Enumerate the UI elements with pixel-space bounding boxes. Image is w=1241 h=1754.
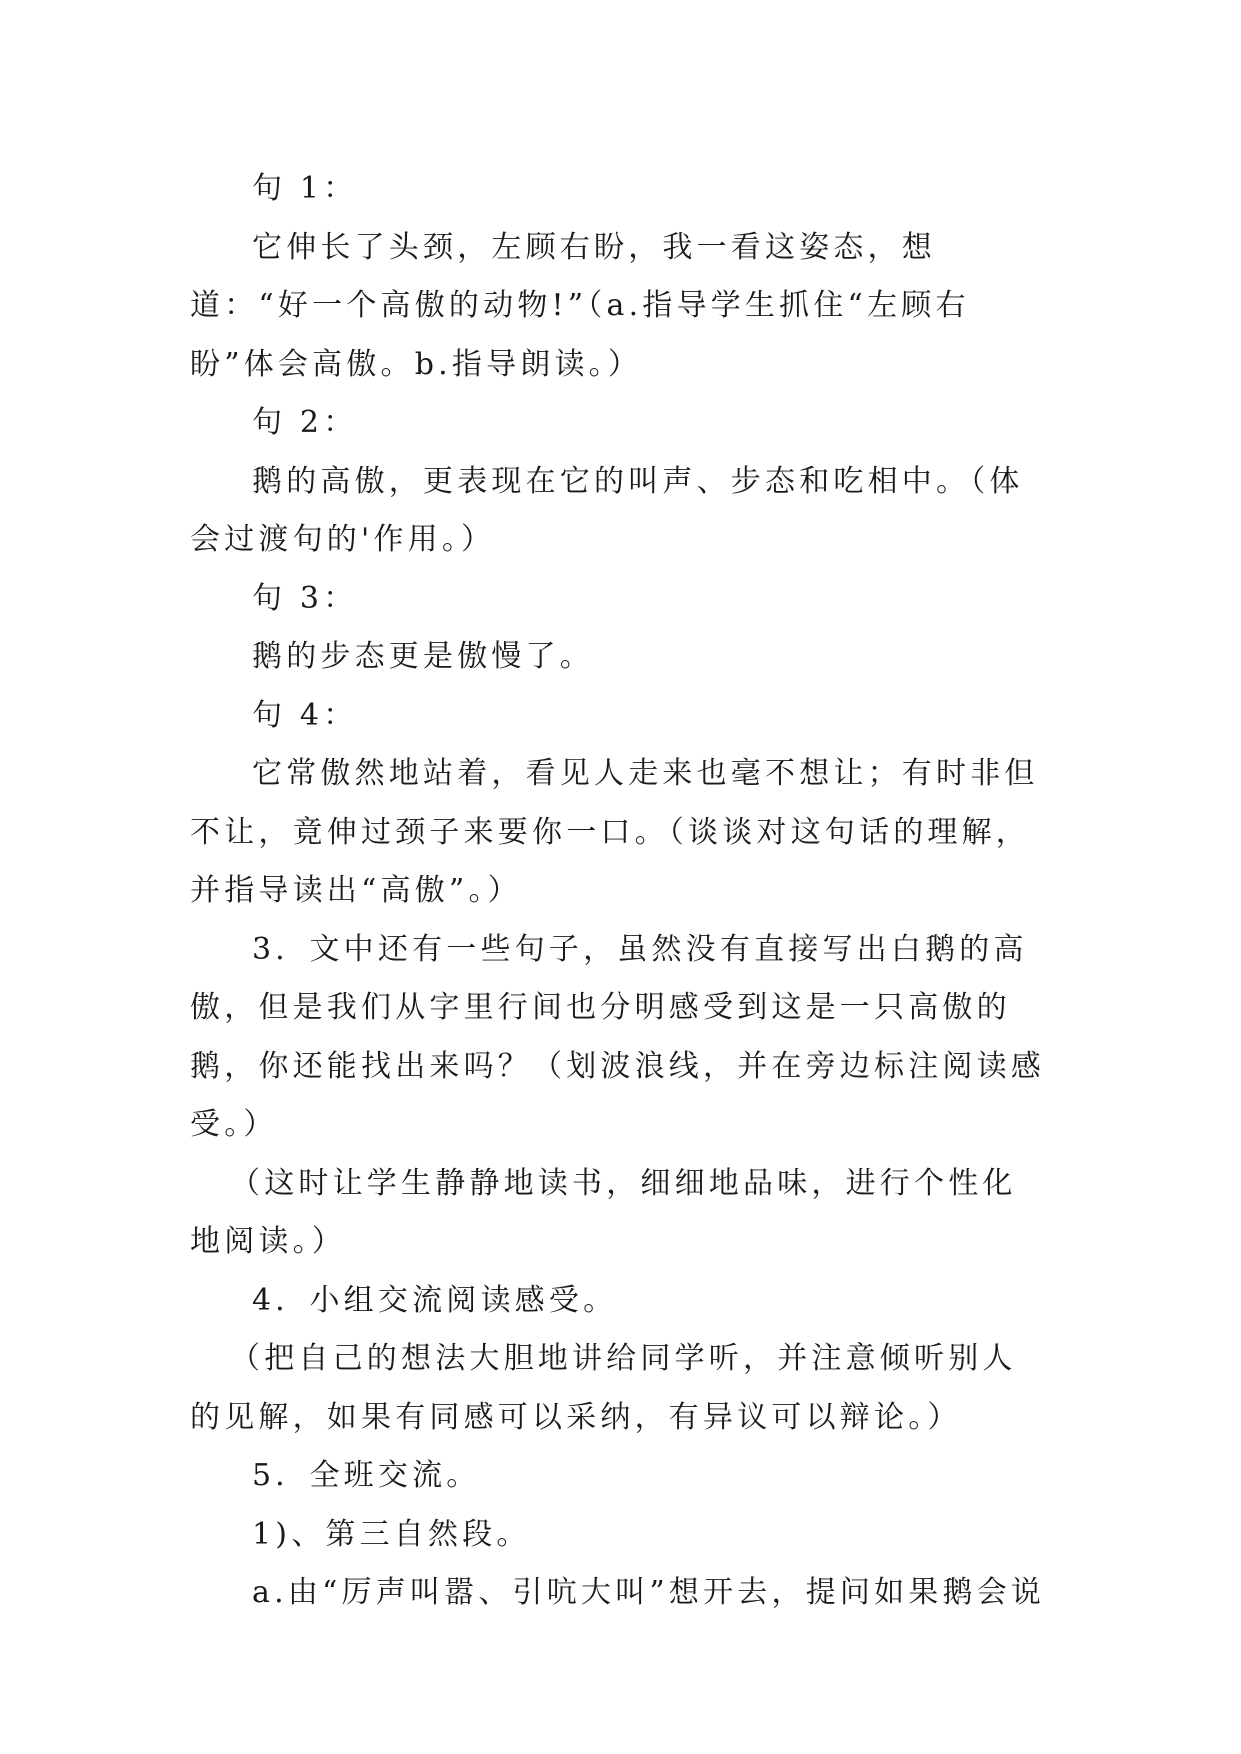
paragraph-sentence-3-text: 鹅的步态更是傲慢了。: [252, 639, 594, 674]
paragraph-step-4-note: （把自己的想法大胆地讲给同学听，并注意倾听别人的见解，如果有同感可以采纳，有异议可以辩论。）: [190, 1341, 1017, 1435]
paragraph-step-3: 3．文中还有一些句子，虽然没有直接写出白鹅的高傲，但是我们从字里行间也分明感受到这是一只高傲的鹅，你还能找出来吗？（划波浪线，并在旁边标注阅读感受。）: [190, 931, 1045, 1142]
paragraph-section-3: 1)、第三自然段。: [252, 1516, 531, 1552]
paragraph-item-a: a.由“厉声叫嚣、引吭大叫”想开去，提问如果鹅会说: [252, 1575, 1046, 1610]
paragraph-sentence-3-label: 句 3：: [252, 580, 358, 616]
paragraph-sentence-1-text: 它伸长了头颈，左顾右盼，我一看这姿态，想道：“好一个高傲的动物!”（a.指导学生抓住“左顾右盼”体会高傲。b.指导朗读。）: [190, 229, 970, 382]
paragraph-sentence-2-text: 鹅的高傲，更表现在它的叫声、步态和吃相中。（体会过渡句的'作用。）: [190, 463, 1024, 557]
paragraph-sentence-4-label: 句 4：: [252, 697, 358, 733]
paragraph-sentence-4-text: 它常傲然地站着，看见人走来也毫不想让；有时非但不让，竟伸过颈子来要你一口。（谈谈对这句话的理解，并指导读出“高傲”。）: [190, 756, 1039, 908]
document-body: [190, 160, 1050, 1623]
paragraph-step-5: 5．全班交流。: [252, 1458, 481, 1493]
paragraph-step-4: 4．小组交流阅读感受。: [252, 1282, 618, 1318]
paragraph-step-3-note: （这时让学生静静地读书，细细地品味，进行个性化地阅读。）: [190, 1165, 1017, 1259]
paragraph-sentence-1-label: 句 1：: [252, 171, 358, 206]
paragraph-sentence-2-label: 句 2：: [252, 405, 358, 440]
